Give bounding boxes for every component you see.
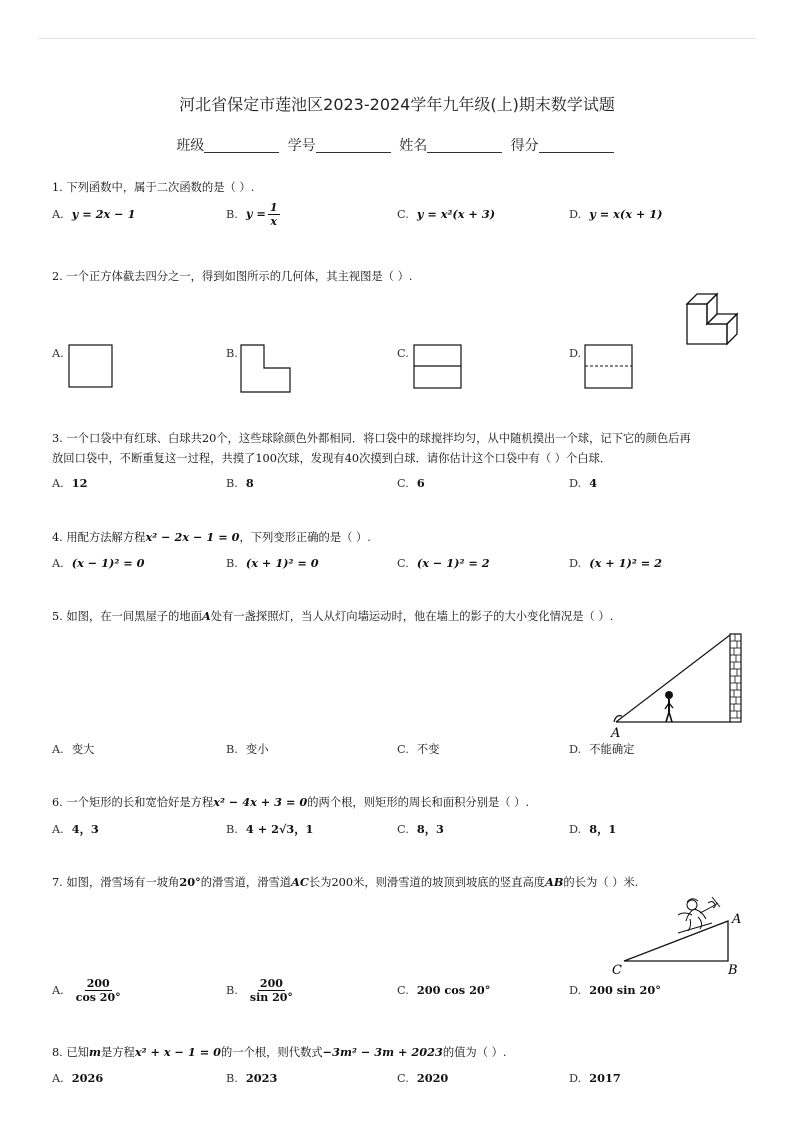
q8-option-b[interactable]: B. 2023 bbox=[226, 1071, 278, 1085]
q5-option-a[interactable]: A. 变大 bbox=[52, 743, 95, 756]
q2-option-b[interactable]: B. bbox=[226, 347, 238, 360]
q7-option-b[interactable]: B. $\frac{200}{\sin 20^\circ}$ bbox=[226, 977, 293, 1004]
q6-option-a[interactable]: A. 4，3 bbox=[52, 822, 99, 836]
q5-option-d[interactable]: D. 不能确定 bbox=[569, 743, 635, 756]
cube-cut-figure bbox=[683, 290, 745, 348]
question-6-stem: 6. 一个矩形的长和宽恰好是方程x² − 4x + 3 = 0的两个根，则矩形的周长和面积分别是（ ）. bbox=[52, 795, 530, 809]
q6-option-b[interactable]: B. 4 + 2√3，1 bbox=[226, 822, 314, 836]
q2-d-dashed-view bbox=[584, 344, 634, 390]
q7-option-d[interactable]: D. 200 sin 20° bbox=[569, 983, 661, 997]
q6-option-d[interactable]: D. 8，1 bbox=[569, 822, 617, 836]
top-divider bbox=[38, 38, 756, 39]
q3-option-d[interactable]: D. 4 bbox=[569, 476, 598, 490]
question-3-line-1: 3. 一个口袋中有红球、白球共20个，这些球除颜色外都相同．将口袋中的球搅拌均匀，从中随机摸出一个球，记下它的颜色后再 bbox=[52, 432, 691, 445]
q8-option-a[interactable]: A. 2026 bbox=[52, 1071, 104, 1085]
question-3-line-2: 放回口袋中，不断重复这一过程，共摸了100次球，发现有40次摸到白球．请你估计这个口袋中有（ ）个白球． bbox=[52, 452, 612, 465]
q2-c-split-view bbox=[413, 344, 463, 390]
q2-option-a[interactable]: A. bbox=[52, 347, 64, 360]
q4-option-a[interactable]: A. (x − 1)² = 0 bbox=[52, 556, 145, 570]
q1-option-c[interactable]: C. y = x²(x + 3) bbox=[397, 207, 496, 221]
q5-option-c[interactable]: C. 不变 bbox=[397, 743, 440, 756]
id-field[interactable] bbox=[316, 138, 391, 153]
q5-fig-label-a: A bbox=[611, 726, 621, 741]
q7-option-c[interactable]: C. 200 cos 20° bbox=[397, 983, 491, 997]
q1-option-a[interactable]: A. y = 2x − 1 bbox=[52, 207, 136, 221]
class-label: 班级 bbox=[176, 138, 205, 154]
q2-b-l-shape-view bbox=[240, 344, 292, 394]
q5-option-b[interactable]: B. 变小 bbox=[226, 743, 269, 756]
q2-option-d[interactable]: D. bbox=[569, 347, 582, 360]
q1-option-b[interactable]: B. y = $\frac{1}{x}$ bbox=[226, 201, 278, 228]
q2-a-square-view bbox=[68, 344, 114, 388]
id-label: 学号 bbox=[287, 138, 316, 154]
name-field[interactable] bbox=[427, 138, 502, 153]
page-title: 河北省保定市莲池区2023-2024学年九年级(上)期末数学试题 bbox=[179, 95, 615, 114]
question-4-stem: 4. 用配方法解方程x² − 2x − 1 = 0，下列变形正确的是（ ）. bbox=[52, 530, 371, 544]
question-8-stem: 8. 已知m是方程x² + x − 1 = 0的一个根，则代数式−3m² − 3m + 2023的值为（ ）. bbox=[52, 1045, 507, 1059]
q1-option-d[interactable]: D. y = x(x + 1) bbox=[569, 207, 663, 221]
name-label: 姓名 bbox=[399, 138, 428, 154]
q3-option-b[interactable]: B. 8 bbox=[226, 476, 254, 490]
q3-option-c[interactable]: C. 6 bbox=[397, 476, 425, 490]
q8-option-d[interactable]: D. 2017 bbox=[569, 1071, 621, 1085]
q7-ski-slope-figure bbox=[608, 893, 748, 977]
q4-option-c[interactable]: C. (x − 1)² = 2 bbox=[397, 556, 490, 570]
q4-option-b[interactable]: B. (x + 1)² = 0 bbox=[226, 556, 319, 570]
question-5-stem: 5. 如图，在一间黑屋子的地面A处有一盏探照灯，当人从灯向墙运动时，他在墙上的影子的大小变化情况是（ ）. bbox=[52, 609, 614, 623]
q6-option-c[interactable]: C. 8，3 bbox=[397, 822, 444, 836]
score-field[interactable] bbox=[539, 138, 614, 153]
q3-option-a[interactable]: A. 12 bbox=[52, 476, 88, 490]
q7-fig-label-a: A bbox=[732, 912, 742, 927]
q7-fig-label-c: C bbox=[612, 963, 622, 978]
question-2-stem: 2. 一个正方体截去四分之一，得到如图所示的几何体，其主视图是（ ）. bbox=[52, 270, 413, 283]
q7-option-a[interactable]: A. $\frac{200}{\cos 20^\circ}$ bbox=[52, 977, 121, 1004]
question-7-stem: 7. 如图，滑雪场有一坡角20°的滑雪道，滑雪道AC长为200米，则滑雪道的坡顶到坡底的竖直高度AB的长为（ ）米. bbox=[52, 875, 639, 889]
q8-option-c[interactable]: C. 2020 bbox=[397, 1071, 449, 1085]
q7-fig-label-b: B bbox=[728, 963, 738, 978]
score-label: 得分 bbox=[510, 138, 539, 154]
student-info-line bbox=[0, 135, 794, 155]
question-1-stem: 1. 下列函数中，属于二次函数的是（ ）. bbox=[52, 181, 255, 194]
class-field[interactable] bbox=[204, 138, 279, 153]
q2-option-c[interactable]: C. bbox=[397, 347, 409, 360]
q4-option-d[interactable]: D. (x + 1)² = 2 bbox=[569, 556, 663, 570]
q5-searchlight-figure bbox=[610, 632, 744, 742]
